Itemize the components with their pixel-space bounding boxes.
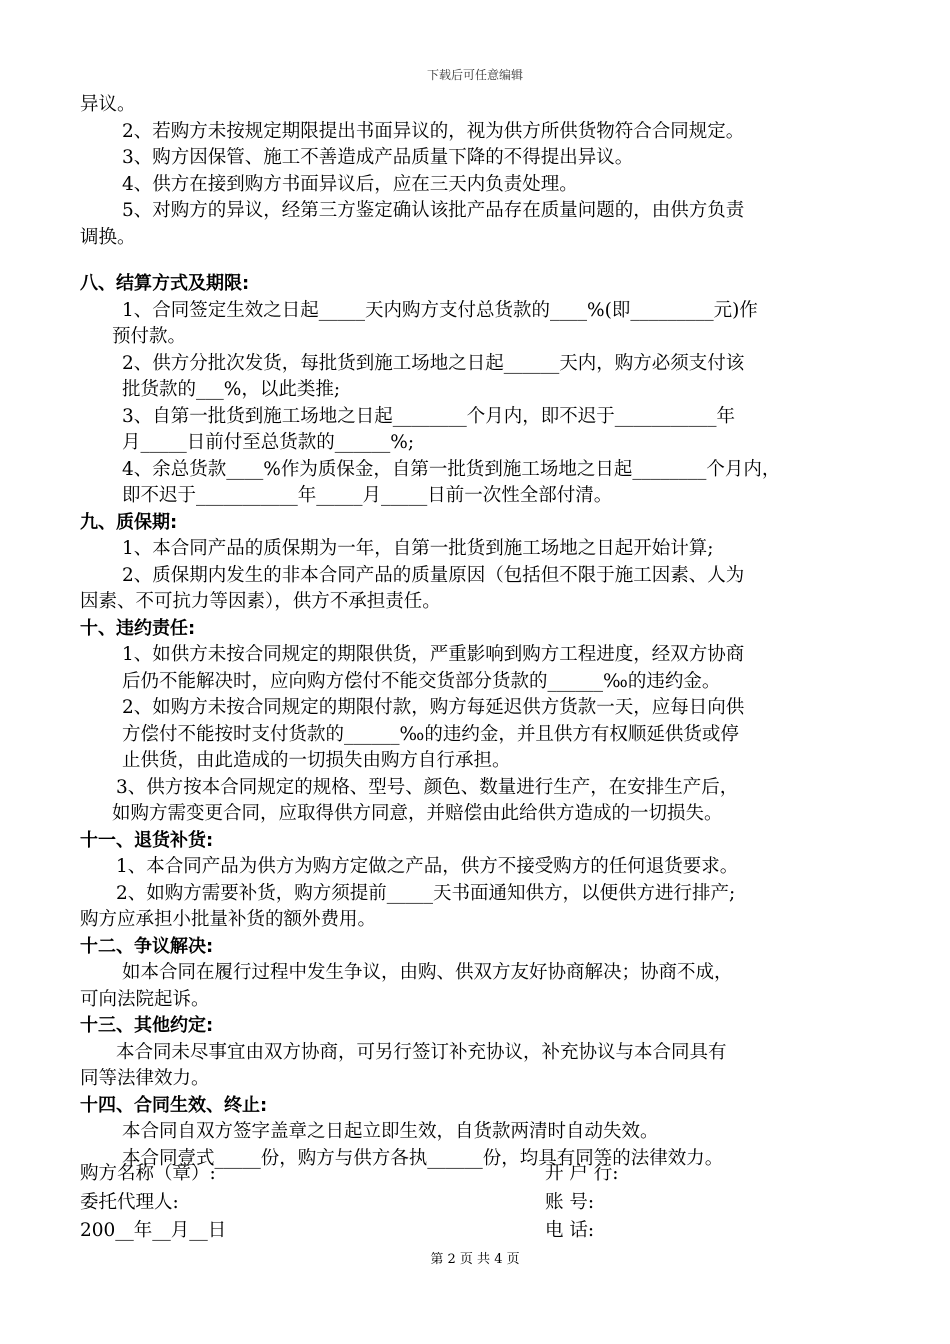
- text-line: 可向法院起诉。: [80, 988, 210, 1010]
- buyer-name-label: 购方名称（章）:: [80, 1163, 216, 1184]
- account-label: 账 号:: [545, 1191, 595, 1213]
- text-line: 2、如购方未按合同规定的期限付款，购方每延迟供方货款一天，应每日向供: [122, 697, 745, 718]
- section-heading: 十一、退货补货:: [80, 829, 214, 851]
- signature-row: [80, 1217, 880, 1246]
- text-line: 5、对购方的异议，经第三方鉴定确认该批产品存在质量问题的，由供方负责: [122, 200, 745, 221]
- text-line: 2、如购方需要补货，购方须提前_____天书面通知供方，以便供方进行排产;: [116, 882, 736, 904]
- text-line: 1、本合同产品的质保期为一年，自第一批货到施工场地之日起开始计算;: [122, 538, 714, 559]
- text-line: 后仍不能解决时，应向购方偿付不能交货部分货款的______‰的违约金。: [122, 670, 721, 692]
- text-line: 如购方需变更合同，应取得供方同意，并赔偿由此给供方造成的一切损失。: [112, 803, 723, 824]
- text-line: 方偿付不能按时支付货款的______‰的违约金，并且供方有权顺延供货或停: [122, 723, 739, 745]
- section-heading: 十二、争议解决:: [80, 935, 214, 957]
- paragraph-gap: [80, 251, 880, 271]
- text-line: 2、若购方未按规定期限提出书面异议的，视为供方所供货物符合合同规定。: [122, 120, 745, 142]
- bank-label: 开 户 行:: [545, 1163, 619, 1184]
- text-line: 如本合同在履行过程中发生争议，由购、供双方友好协商解决；协商不成，: [122, 962, 733, 983]
- text-line: 异议。: [80, 94, 136, 115]
- text-line: 同等法律效力。: [80, 1068, 210, 1089]
- text-line: 购方应承担小批量补货的额外费用。: [80, 909, 377, 930]
- text-line: 因素、不可抗力等因素），供方不承担责任。: [80, 591, 441, 612]
- signature-row: [80, 1160, 880, 1189]
- text-line: 1、如供方未按合同规定的期限供货，严重影响到购方工程进度，经双方协商: [122, 644, 745, 665]
- signature-block: [80, 1160, 880, 1246]
- date-label: 200__年__月__日: [80, 1220, 227, 1241]
- text-line: 预付款。: [112, 326, 187, 347]
- phone-label: 电 话:: [545, 1220, 595, 1241]
- text-line: 4、余总货款____%作为质保金，自第一批货到施工场地之日起________个月内，: [122, 458, 781, 480]
- section-heading: 八、结算方式及期限:: [80, 273, 250, 294]
- signature-row: [80, 1189, 880, 1218]
- text-line: 本合同自双方签字盖章之日起立即生效，自货款两清时自动失效。: [122, 1121, 659, 1142]
- text-line: 3、购方因保管、施工不善造成产品质量下降的不得提出异议。: [122, 147, 634, 168]
- text-line: 2、质保期内发生的非本合同产品的质量原因（包括但不限于施工因素、人为: [122, 564, 745, 586]
- text-line: 止供货，由此造成的一切损失由购方自行承担。: [122, 750, 511, 771]
- text-line: 本合同壹式_____份，购方与供方各执______份，均具有同等的法律效力。: [122, 1147, 724, 1169]
- text-line: 1、合同签定生效之日起_____天内购方支付总货款的____%(即_________元)作: [122, 299, 758, 321]
- section-heading: 十三、其他约定:: [80, 1015, 214, 1036]
- text-line: 批货款的___%，以此类推;: [122, 379, 341, 400]
- agent-label: 委托代理人:: [80, 1191, 179, 1213]
- text-line: 2、供方分批次发货，每批货到施工场地之日起______天内，购方必须支付该: [122, 352, 745, 374]
- text-line: 月_____日前付至总货款的______%;: [122, 432, 415, 453]
- page-footer: 第 2 页 共 4 页: [430, 1252, 520, 1267]
- text-line: 4、供方在接到购方书面异议后，应在三天内负责处理。: [122, 173, 578, 195]
- text-line: 3、供方按本合同规定的规格、型号、颜色、数量进行生产，在安排生产后，: [116, 776, 739, 798]
- section-heading: 九、质保期:: [80, 511, 178, 533]
- text-line: 本合同未尽事宜由双方协商，可另行签订补充协议，补充协议与本合同具有: [116, 1041, 727, 1063]
- text-line: 3、自第一批货到施工场地之日起________个月内，即不迟于___________年: [122, 405, 736, 427]
- page-header: 下载后可任意编辑: [426, 68, 523, 82]
- text-line: 即不迟于___________年_____月_____日前一次性全部付清。: [122, 485, 613, 506]
- section-heading: 十、违约责任:: [80, 617, 196, 639]
- section-heading: 十四、合同生效、终止:: [80, 1094, 268, 1116]
- text-line: 调换。: [80, 226, 136, 248]
- contract-body: [80, 92, 880, 1172]
- text-line: 1、本合同产品为供方为购方定做之产品，供方不接受购方的任何退货要求。: [116, 856, 739, 877]
